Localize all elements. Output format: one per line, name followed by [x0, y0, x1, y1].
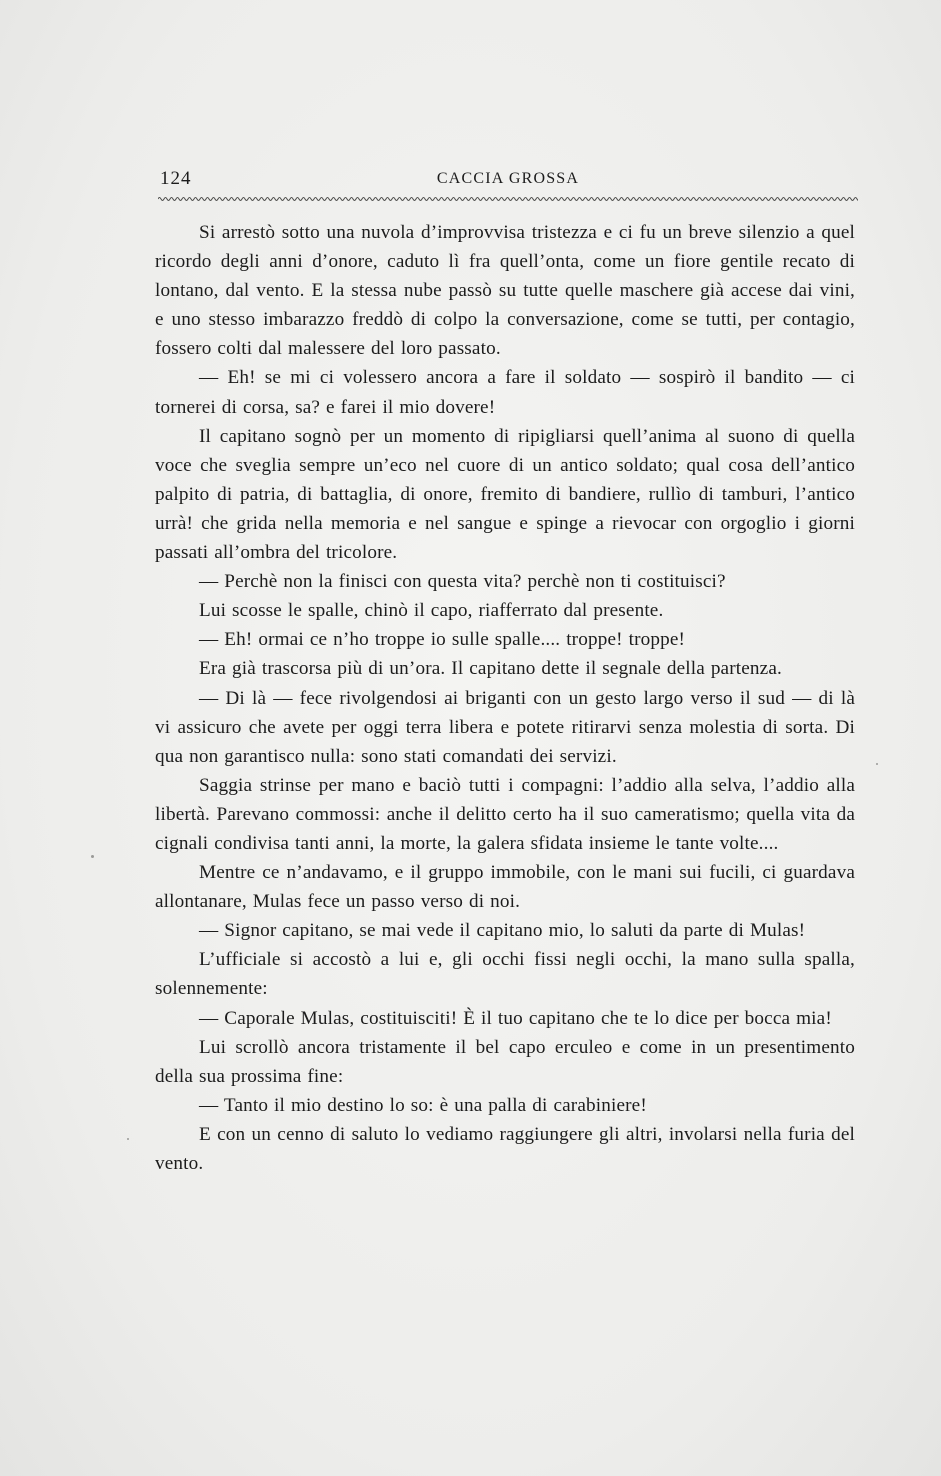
paragraph-15: — Tanto il mio destino lo so: è una palla di carabiniere!: [199, 1094, 647, 1116]
paragraph-11: — Signor capitano, se mai vede il capitano mio, lo saluti da parte di Mulas!: [199, 920, 806, 942]
paragraph-9: Saggia strinse per mano e baciò tutti i compagni: l’addio alla selva, l’addio alla libertà. Parevano commossi: anche il delitto certo ha il suo cameratismo; quella vita da cignali condivisa tanti anni, la morte, la galera sfidata insieme le tante volte....: [155, 774, 855, 854]
paragraph-3: Il capitano sognò per un momento di ripigliarsi quell’anima al suono di quella voce che sveglia sempre un’eco nel cuore di un antico soldato; qual cosa dell’antico palpito di patria, di battaglia, di onore, fremito di bandiere, rullìo di tamburi, l’antico urrà! che grida nella memoria e nel sangue e spinge a rievocar con orgoglio i giorni passati all’ombra del tricolore.: [155, 425, 855, 564]
paragraph-5: Lui scosse le spalle, chinò il capo, riafferrato dal presente.: [199, 600, 664, 622]
paragraph-13: — Caporale Mulas, costituisciti! È il tuo capitano che te lo dice per bocca mia!: [199, 1007, 832, 1029]
paragraph-4: — Perchè non la finisci con questa vita? perchè non ti costituisci?: [199, 571, 726, 593]
body-text: [155, 218, 855, 1178]
paragraph-14: Lui scrollò ancora tristamente il bel capo erculeo e come in un presentimento della sua prossima fine:: [155, 1036, 855, 1087]
paragraph-16: E con un cenno di saluto lo vediamo raggiungere gli altri, involarsi nella furia del vento.: [155, 1123, 855, 1174]
paragraph-1: Si arrestò sotto una nuvola d’improvvisa tristezza e ci fu un breve silenzio a quel ricordo degli anni d’onore, caduto lì fra quell’onta, come un fiore gentile recato di lontano, dal vento. E la stessa nube passò su tutte quelle maschere già accese dai vini, e uno stesso imbarazzo freddò di colpo la conversazione, come se tutti, per contagio, fossero colti dal malessere del loro passato.: [155, 222, 855, 360]
paragraph-12: L’ufficiale si accostò a lui e, gli occhi fissi negli occhi, la mano sulla spalla, solennemente:: [155, 949, 855, 1000]
paper-speck: [876, 763, 878, 765]
paper-speck: [127, 1138, 129, 1140]
page-number: 124: [160, 168, 192, 189]
paragraph-7: Era già trascorsa più di un’ora. Il capitano dette il segnale della partenza.: [199, 658, 782, 680]
paragraph-2: — Eh! se mi ci volessero ancora a fare il soldato — sospirò il bandito — ci tornerei di corsa, sa? e farei il mio dovere!: [155, 367, 855, 418]
paper-speck: [91, 855, 94, 858]
paragraph-8: — Di là — fece rivolgendosi ai briganti con un gesto largo verso il sud — di là vi assicuro che avete per oggi terra libera e potete ritirarvi senza molestia di sorta. Di qua non garantisco nulla: sono stati comandati dei servizi.: [155, 687, 855, 767]
paragraph-10: Mentre ce n’andavamo, e il gruppo immobile, con le mani sui fucili, ci guardava allontanare, Mulas fece un passo verso di noi.: [155, 862, 855, 913]
running-head: CACCIA GROSSA: [436, 170, 580, 187]
wavy-rule-divider: [158, 194, 858, 204]
paragraph-6: — Eh! ormai ce n’ho troppe io sulle spalle.... troppe! troppe!: [199, 629, 686, 651]
